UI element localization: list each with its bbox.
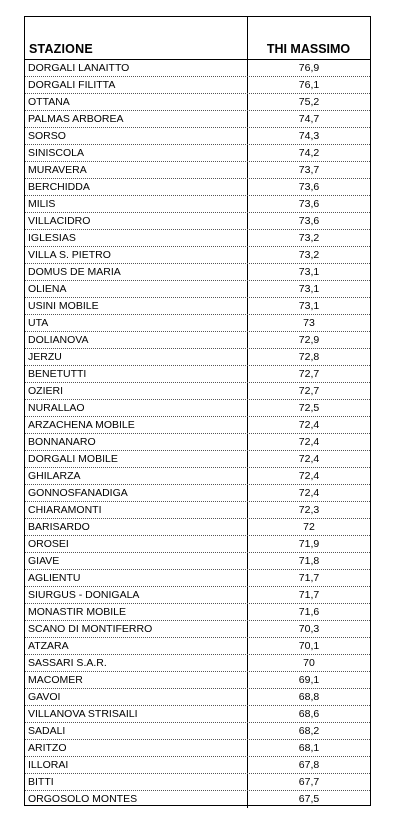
- thi-value-cell: 74,2: [247, 145, 370, 161]
- thi-value-cell: 76,1: [247, 77, 370, 93]
- station-name-cell: ATZARA: [28, 640, 69, 652]
- thi-value-cell: 73,1: [247, 298, 370, 314]
- table-row: [25, 553, 370, 570]
- table-row: [25, 145, 370, 162]
- table-row: [25, 774, 370, 791]
- thi-value-cell: 73: [247, 315, 370, 331]
- station-name-cell: VILLANOVA STRISAILI: [28, 708, 138, 720]
- station-name-cell: VILLACIDRO: [28, 215, 91, 227]
- table-row: [25, 213, 370, 230]
- station-name-cell: VILLA S. PIETRO: [28, 249, 111, 261]
- station-name-cell: DOMUS DE MARIA: [28, 266, 121, 278]
- station-name-cell: BITTI: [28, 776, 54, 788]
- station-name-cell: OZIERI: [28, 385, 64, 397]
- station-name-cell: OTTANA: [28, 96, 70, 108]
- table-row: [25, 94, 370, 111]
- thi-value-cell: 73,1: [247, 264, 370, 280]
- thi-value-cell: 72,7: [247, 383, 370, 399]
- table-row: [25, 451, 370, 468]
- table-row: [25, 332, 370, 349]
- thi-value-cell: 74,7: [247, 111, 370, 127]
- station-name-cell: DORGALI FILITTA: [28, 79, 116, 91]
- header-station: STAZIONE: [29, 42, 93, 56]
- thi-value-cell: 67,7: [247, 774, 370, 790]
- thi-value-cell: 68,1: [247, 740, 370, 756]
- thi-value-cell: 71,7: [247, 570, 370, 586]
- table-row: [25, 706, 370, 723]
- station-name-cell: PALMAS ARBOREA: [28, 113, 124, 125]
- thi-value-cell: 67,8: [247, 757, 370, 773]
- thi-value-cell: 74,3: [247, 128, 370, 144]
- table-row: [25, 298, 370, 315]
- station-name-cell: ARITZO: [28, 742, 67, 754]
- thi-value-cell: 72,4: [247, 468, 370, 484]
- thi-value-cell: 71,8: [247, 553, 370, 569]
- table-row: [25, 621, 370, 638]
- table-row: [25, 519, 370, 536]
- station-name-cell: GIAVE: [28, 555, 60, 567]
- thi-value-cell: 73,2: [247, 230, 370, 246]
- station-name-cell: NURALLAO: [28, 402, 85, 414]
- thi-value-cell: 72,4: [247, 434, 370, 450]
- table-row: [25, 400, 370, 417]
- station-name-cell: SINISCOLA: [28, 147, 85, 159]
- table-row: [25, 315, 370, 332]
- station-name-cell: IGLESIAS: [28, 232, 76, 244]
- table-row: [25, 723, 370, 740]
- table-row: [25, 60, 370, 77]
- table-row: [25, 366, 370, 383]
- thi-value-cell: 73,1: [247, 281, 370, 297]
- thi-value-cell: 69,1: [247, 672, 370, 688]
- thi-value-cell: 73,6: [247, 196, 370, 212]
- station-name-cell: OROSEI: [28, 538, 69, 550]
- station-name-cell: JERZU: [28, 351, 62, 363]
- station-name-cell: MACOMER: [28, 674, 83, 686]
- table-row: [25, 791, 370, 808]
- thi-value-cell: 72,3: [247, 502, 370, 518]
- station-name-cell: DOLIANOVA: [28, 334, 89, 346]
- station-name-cell: SASSARI S.A.R.: [28, 657, 107, 669]
- station-name-cell: USINI MOBILE: [28, 300, 99, 312]
- thi-value-cell: 70: [247, 655, 370, 671]
- table-row: [25, 502, 370, 519]
- table-row: [25, 570, 370, 587]
- station-name-cell: GONNOSFANADIGA: [28, 487, 128, 499]
- station-name-cell: SADALI: [28, 725, 66, 737]
- station-name-cell: ARZACHENA MOBILE: [28, 419, 135, 431]
- table-row: [25, 655, 370, 672]
- table-row: [25, 638, 370, 655]
- station-name-cell: BARISARDO: [28, 521, 90, 533]
- thi-value-cell: 71,9: [247, 536, 370, 552]
- thi-value-cell: 72,5: [247, 400, 370, 416]
- station-name-cell: BENETUTTI: [28, 368, 87, 380]
- table-row: [25, 672, 370, 689]
- thi-value-cell: 72,4: [247, 417, 370, 433]
- table-row: [25, 468, 370, 485]
- station-name-cell: MURAVERA: [28, 164, 87, 176]
- thi-value-cell: 70,1: [247, 638, 370, 654]
- thi-value-cell: 72,7: [247, 366, 370, 382]
- table-row: [25, 536, 370, 553]
- table-row: [25, 587, 370, 604]
- table-row: [25, 757, 370, 774]
- thi-value-cell: 67,5: [247, 791, 370, 808]
- thi-value-cell: 70,3: [247, 621, 370, 637]
- thi-value-cell: 75,2: [247, 94, 370, 110]
- table-row: [25, 247, 370, 264]
- thi-value-cell: 68,8: [247, 689, 370, 705]
- table-row: [25, 230, 370, 247]
- thi-value-cell: 72,9: [247, 332, 370, 348]
- station-name-cell: MONASTIR MOBILE: [28, 606, 127, 618]
- header-thi-max: THI MASSIMO: [266, 42, 351, 56]
- table-row: [25, 434, 370, 451]
- station-name-cell: AGLIENTU: [28, 572, 81, 584]
- table-body: [25, 60, 370, 808]
- station-name-cell: DORGALI LANAITTO: [28, 62, 130, 74]
- station-name-cell: GAVOI: [28, 691, 61, 703]
- table-row: [25, 740, 370, 757]
- station-name-cell: ILLORAI: [28, 759, 69, 771]
- thi-value-cell: 71,7: [247, 587, 370, 603]
- thi-value-cell: 68,2: [247, 723, 370, 739]
- thi-table: [24, 16, 371, 806]
- table-row: [25, 264, 370, 281]
- station-name-cell: UTA: [28, 317, 49, 329]
- thi-value-cell: 76,9: [247, 60, 370, 76]
- table-row: [25, 77, 370, 94]
- table-row: [25, 162, 370, 179]
- station-name-cell: CHIARAMONTI: [28, 504, 102, 516]
- thi-value-cell: 68,6: [247, 706, 370, 722]
- table-row: [25, 196, 370, 213]
- station-name-cell: BONNANARO: [28, 436, 96, 448]
- station-name-cell: DORGALI MOBILE: [28, 453, 118, 465]
- table-row: [25, 485, 370, 502]
- station-name-cell: SIURGUS - DONIGALA: [28, 589, 140, 601]
- table-row: [25, 417, 370, 434]
- thi-value-cell: 73,6: [247, 179, 370, 195]
- station-name-cell: ORGOSOLO MONTES: [28, 793, 138, 805]
- thi-value-cell: 73,2: [247, 247, 370, 263]
- station-name-cell: SCANO DI MONTIFERRO: [28, 623, 153, 635]
- table-row: [25, 604, 370, 621]
- thi-value-cell: 72,8: [247, 349, 370, 365]
- thi-value-cell: 72: [247, 519, 370, 535]
- table-header: [25, 17, 370, 60]
- thi-value-cell: 73,7: [247, 162, 370, 178]
- station-name-cell: MILIS: [28, 198, 56, 210]
- station-name-cell: BERCHIDDA: [28, 181, 90, 193]
- station-name-cell: GHILARZA: [28, 470, 81, 482]
- station-name-cell: OLIENA: [28, 283, 67, 295]
- station-name-cell: SORSO: [28, 130, 66, 142]
- table-row: [25, 689, 370, 706]
- table-row: [25, 179, 370, 196]
- thi-value-cell: 72,4: [247, 451, 370, 467]
- thi-value-cell: 72,4: [247, 485, 370, 501]
- thi-value-cell: 73,6: [247, 213, 370, 229]
- thi-value-cell: 71,6: [247, 604, 370, 620]
- table-row: [25, 111, 370, 128]
- table-row: [25, 281, 370, 298]
- table-row: [25, 349, 370, 366]
- table-row: [25, 383, 370, 400]
- table-row: [25, 128, 370, 145]
